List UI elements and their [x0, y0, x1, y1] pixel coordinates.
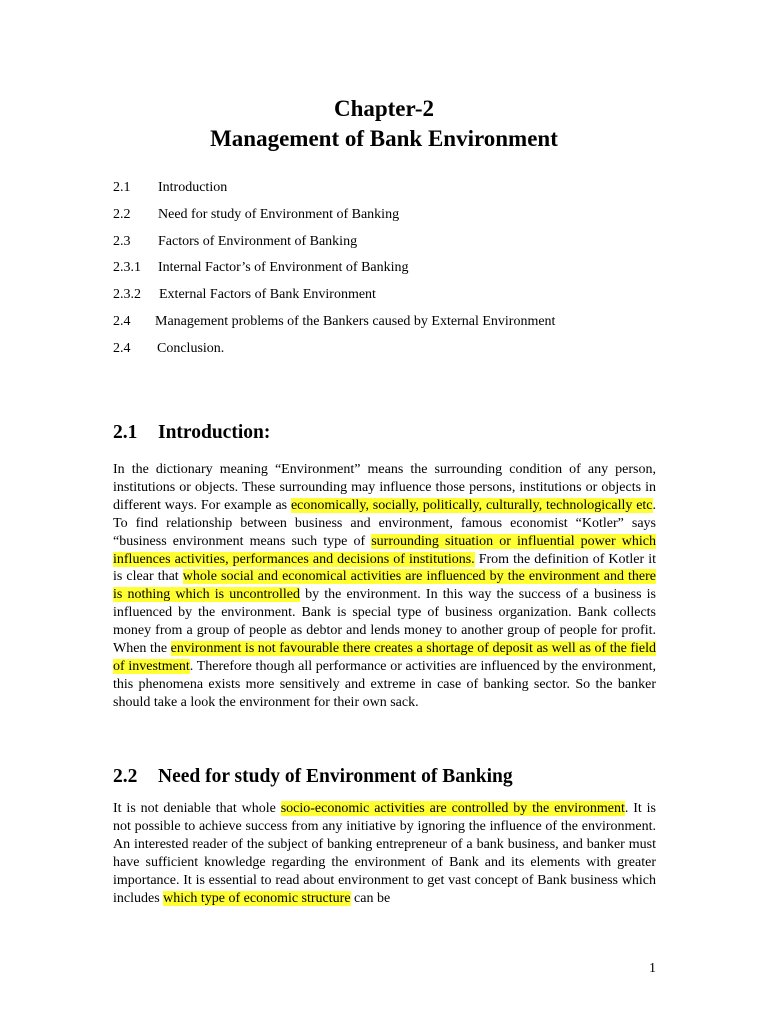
- section-number: 2.1: [113, 422, 138, 443]
- toc-entry-number: 2.4: [113, 341, 131, 356]
- highlighted-text: which type of economic structure: [163, 890, 351, 906]
- toc-entry-number: 2.3.1: [113, 260, 141, 275]
- toc-entry-text: Factors of Environment of Banking: [158, 234, 358, 249]
- introduction-paragraph: [113, 461, 656, 712]
- chapter-number: Chapter-2: [333, 96, 435, 121]
- section-number: 2.2: [113, 766, 138, 787]
- toc-entry-text: Internal Factor’s of Environment of Banking: [158, 260, 409, 275]
- page-number: 1: [649, 961, 656, 976]
- need-for-study-paragraph: [113, 800, 656, 907]
- toc-entry-text: Management problems of the Bankers caused by External Environment: [155, 314, 556, 329]
- text-segment: From the definition of Kotler it is clear that: [113, 551, 656, 585]
- text-segment: by the environment. In this way the success of a business is influenced by the environment. Bank is special type of business organization. Bank collects money from a group of people as debtor and lends money to another group of people for profit. When the: [113, 587, 657, 657]
- text-segment: . Therefore though all performance or activities are influenced by the environment, this phenomena exists more sensitively and extreme in case of banking sector. So the banker should take a look the environment for their own sack.: [113, 658, 656, 710]
- text-segment: can be: [350, 890, 391, 906]
- toc-entry-number: 2.3.2: [113, 287, 141, 302]
- toc-entry-number: 2.4: [113, 314, 131, 329]
- section-title: Need for study of Environment of Banking: [158, 766, 513, 787]
- highlighted-text: environment is not favourable there creates a shortage of deposit as well as of the field of investment: [113, 641, 657, 674]
- toc-entry-number: 2.2: [113, 207, 131, 222]
- toc-entry-text: Need for study of Environment of Banking: [158, 207, 400, 222]
- text-segment: In the dictionary meaning “Environment” means the surrounding condition of any person, institutions or objects. These surrounding may influence those persons, institutions or objects in different ways. For example as: [113, 462, 656, 513]
- section-title: Introduction:: [158, 422, 271, 443]
- toc-entry-text: External Factors of Bank Environment: [159, 287, 376, 302]
- toc-entry-number: 2.1: [113, 180, 131, 195]
- text-segment: It is not deniable that whole: [113, 801, 281, 816]
- toc-entry-text: Conclusion.: [157, 341, 225, 356]
- text-segment: . It is not possible to achieve success from any initiative by ignoring the influence of the environment. An interested reader of the subject of banking entrepreneur of a bank business, and banker must have sufficient knowledge regarding the environment of Bank and its elements with greater importance. It is essential to read about environment to get vast concept of Bank business which includes: [113, 801, 656, 906]
- highlighted-text: whole social and economical activities are influenced by the environment and there is nothing which is uncontrolled: [113, 569, 656, 603]
- chapter-title: Management of Bank Environment: [210, 126, 558, 151]
- toc-entry-number: 2.3: [113, 234, 131, 249]
- highlighted-text: socio-economic activities are controlled by the environment: [280, 801, 625, 816]
- highlighted-text: surrounding situation or influential power which influences activities, performances and decisions of institutions.: [113, 533, 656, 567]
- toc-entry-text: Introduction: [158, 180, 228, 195]
- text-segment: . To find relationship between business and environment, famous economist “Kotler” says “business environment means such type of: [113, 497, 657, 549]
- highlighted-text: economically, socially, politically, culturally, technologically etc: [290, 497, 653, 513]
